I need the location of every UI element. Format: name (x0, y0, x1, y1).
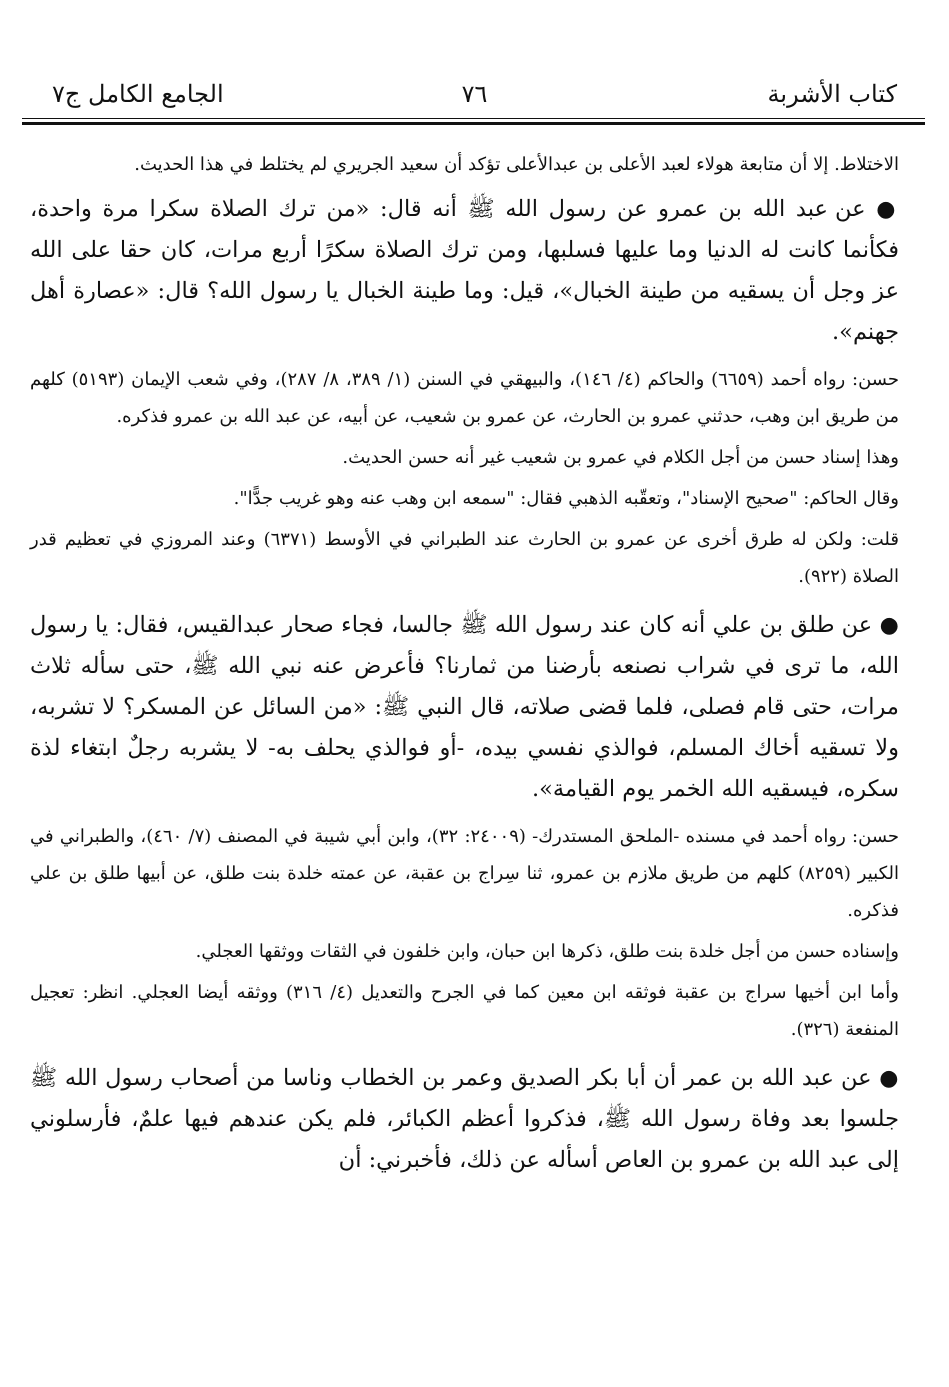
bullet-icon: ● (879, 613, 899, 638)
takhrij-paragraph-1: حسن: رواه أحمد (٦٦٥٩) والحاكم (٤/ ١٤٦)، والبيهقي في السنن (١/ ٣٨٩، ٨/ ٢٨٧)، وفي شعب الإيمان (٥١٩٣) كلهم من طريق ابن وهب، حدثني عمرو بن الحارث، عن عمرو بن شعيب، عن أبيه، عن عبد الله بن عمرو فذكره. (30, 369, 899, 427)
hadith-paragraph-1: ● عن عبد الله بن عمرو عن رسول الله ﷺ أنه قال: «من ترك الصلاة سكرا مرة واحدة، فكأنما كانت له الدنيا وما عليها فسلبها، ومن ترك الصلاة سكرًا أربع مرات، كان حقا على الله عز وجل أن يسقيه من طينة الخبال»، قيل: وما طينة الخبال يا رسول الله؟ قال: «عصارة أهل جهنم». (30, 196, 900, 345)
book-title: كتاب الأشربة (767, 80, 897, 108)
bullet-icon: ● (879, 1066, 900, 1091)
page-body (30, 146, 899, 1189)
takhrij-paragraph-2: حسن: رواه أحمد في مسنده -الملحق المستدرك- (٢٤٠٠٩: ٣٢)، وابن أبي شيبة في المصنف (٧/ ٤٦٠)، والطبراني في الكبير (٨٢٥٩) كلهم من طريق ملازم بن عمرو، ثنا سِراج بن عقبة، عن عمته خلدة بنت طلق، عن أبيها طلق بن علي فذكره. (30, 826, 900, 921)
hadith-paragraph-2: ● عن طلق بن علي أنه كان عند رسول الله ﷺ جالسا، فجاء صحار عبدالقيس، فقال: يا رسول الله، ما ترى في شراب نصنعه بأرضنا من ثمارنا؟ فأعرض عنه نبي الله ﷺ، حتى سأله ثلاث مرات، حتى قام فصلى، فلما قضى صلاته، قال النبي ﷺ: «من السائل عن المسكر؟ لا تشربه، ولا تسقيه أخاك المسلم، فوالذي نفسي بيده، -أو فوالذي يحلف به- لا يشربه رجلٌ ابتغاء لذة سكره، فيسقيه الله الخمر يوم القيامة». (30, 612, 899, 802)
note-paragraph-3: وقال الحاكم: "صحيح الإسناد"، وتعقّبه الذهبي فقال: "سمعه ابن وهب عنه وهو غريب جدًّا". (233, 488, 899, 509)
running-header (52, 70, 897, 114)
volume-title: الجامع الكامل ج٧ (52, 80, 224, 108)
page-number: ٧٦ (461, 80, 488, 108)
header-rule-thin (22, 118, 925, 119)
hadith-paragraph-3: ● عن عبد الله بن عمر أن أبا بكر الصديق وعمر بن الخطاب وناسا من أصحاب رسول الله ﷺ جلسوا بعد وفاة رسول الله ﷺ، فذكروا أعظم الكبائر، فلم يكن عندهم فيها علمٌ، فأرسلوني إلى عبد الله بن عمرو بن العاص أسأله عن ذلك، فأخبرني: أن (30, 1065, 900, 1173)
note-paragraph-1: الاختلاط. إلا أن متابعة هولاء لعبد الأعلى بن عبدالأعلى تؤكد أن سعيد الجريري لم يختلط في هذا الحديث. (134, 154, 899, 175)
note-paragraph-2: وهذا إسناد حسن من أجل الكلام في عمرو بن شعيب غير أنه حسن الحديث. (342, 447, 899, 468)
note-paragraph-5: وإسناده حسن من أجل خلدة بنت طلق، ذكرها ابن حبان، وابن خلفون في الثقات ووثقها العجلي. (195, 941, 899, 962)
note-paragraph-4: قلت: ولكن له طرق أخرى عن عمرو بن الحارث عند الطبراني في الأوسط (٦٣٧١) وعند المروزي في تعظيم قدر الصلاة (٩٢٢). (30, 529, 900, 587)
note-paragraph-6: وأما ابن أخيها سراج بن عقبة فوثقه ابن معين كما في الجرح والتعديل (٤/ ٣١٦) ووثقه أيضا العجلي. انظر: تعجيل المنفعة (٣٢٦). (30, 982, 899, 1040)
bullet-icon: ● (876, 197, 900, 222)
header-rule-thick (22, 122, 925, 125)
